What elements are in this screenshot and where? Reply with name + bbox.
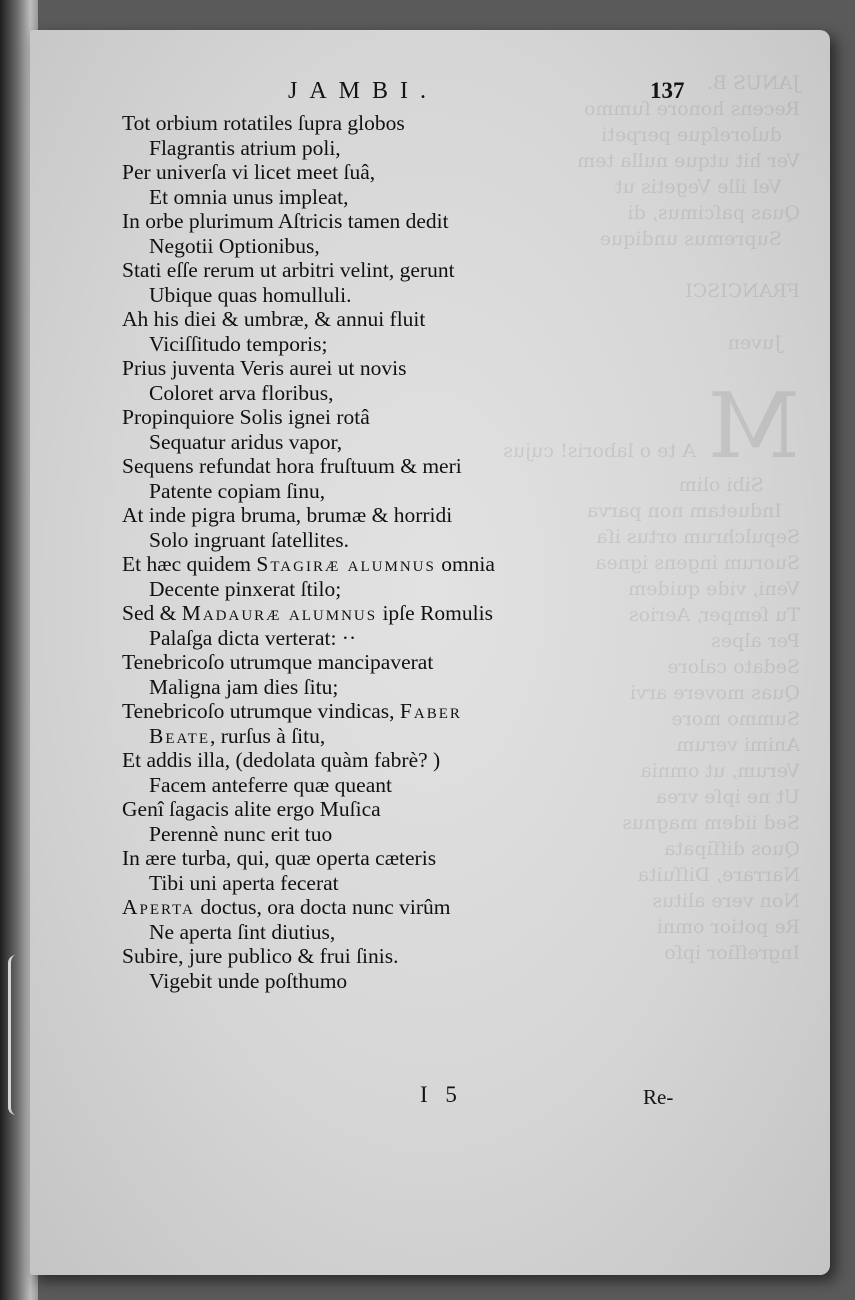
verse-line: [122, 601, 762, 626]
verse-line: Perennè nunc erit tuo: [149, 821, 333, 846]
verse-line: Flagrantis atrium poli,: [149, 135, 341, 160]
verse-line: [122, 724, 762, 749]
verse-line: [122, 895, 762, 920]
running-title: JAMBI.: [288, 78, 439, 104]
verse-line: Sequatur aridus vapor,: [149, 429, 343, 454]
verse-line: Facem anteferre quæ queant: [149, 772, 392, 797]
verse-line: Prius juventa Veris aurei ut novis: [122, 356, 407, 380]
verse-text: ipſe Romulis: [377, 601, 493, 625]
verse-line: Sequens refundat hora fruſtuum & meri: [122, 454, 462, 478]
verse-line: Subire, jure publico & frui ſinis.: [122, 944, 399, 968]
small-caps-name: Aperta: [122, 895, 195, 919]
verse-line: Stati eſſe rerum ut arbitri velint, gerunt: [122, 258, 455, 282]
binding-thread: [8, 955, 27, 1115]
verse-line: Tenebricoſo utrumque mancipaverat: [122, 650, 434, 674]
catchword: Re-: [643, 1085, 674, 1109]
page-number: 137: [650, 78, 685, 103]
verse-line: Ah his diei & umbræ, & annui fluit: [122, 307, 426, 331]
verse-line: Palaſga dicta verterat: ··: [149, 625, 357, 650]
small-caps-name: Madauræ alumnus: [181, 601, 378, 625]
verse-line: Tot orbium rotatiles ſupra globos: [122, 111, 405, 135]
verse-line: Viciſſitudo temporis;: [149, 331, 328, 356]
poem-body: [122, 111, 762, 993]
verse-line: Solo ingruant ſatellites.: [149, 527, 350, 552]
book-page: [30, 30, 830, 1275]
verse-text: , rurſus à ſitu,: [210, 723, 326, 748]
verse-line: [122, 699, 762, 724]
signature-mark: I 5: [420, 1082, 463, 1107]
small-caps-name: Faber: [399, 699, 462, 723]
verse-line: Coloret arva floribus,: [149, 380, 334, 405]
verse-text: Et hæc quidem: [122, 552, 257, 576]
running-head: [30, 78, 830, 108]
verse-line: Decente pinxerat ſtilo;: [149, 576, 342, 601]
verse-text: omnia: [435, 552, 495, 576]
verse-text: Sed &: [122, 601, 182, 625]
verse-line: Propinquiore Solis ignei rotâ: [122, 405, 370, 429]
verse-line: At inde pigra bruma, brumæ & horridi: [122, 503, 453, 527]
verse-line: Ubique quas homulluli.: [149, 282, 352, 307]
verse-line: Per univerſa vi licet meet ſuâ,: [122, 160, 376, 184]
small-caps-name: Stagiræ alumnus: [256, 552, 436, 576]
show-through-text: JANUS B. Recens honore ſummo duloreſque perpeti Ver hit utque nulla tem Vel ille Vegetis ut Quas paſcimus, di Supremus undique FRANCISCI Juven M A te o laboris! cujus Sibi olim Induetam non parva Sepulchrum ortus iſa Suorum ingens ignea Veni, vide quidem Tu ſemper, Aerios Per alpes Sedato calore Quas movere arvi Summo more Animi verum Verum, ut omnia Ut ne ipſe vrea Sed iidem magnus Quos diſſipata Narrare, Diſſuita Non vere alitus Re potior omni Ingreſſior ipſo: [503, 72, 800, 964]
verse-line: Maligna jam dies ſitu;: [149, 674, 339, 699]
verse-line: In ære turba, qui, quæ operta cæteris: [122, 846, 437, 870]
small-caps-name: Beate: [149, 723, 210, 748]
verse-line: Genî ſagacis alite ergo Muſica: [122, 797, 381, 821]
verse-text: doctus, ora docta nunc virûm: [194, 895, 451, 919]
verse-line: Ne aperta ſint diutius,: [149, 919, 336, 944]
verse-line: Tibi uni aperta fecerat: [149, 870, 339, 895]
verse-text: Tenebricoſo utrumque vindicas,: [122, 699, 400, 723]
verse-line: Et addis illa, (dedolata quàm fabrè? ): [122, 748, 441, 772]
verse-line: Et omnia unus impleat,: [149, 184, 349, 209]
verse-line: In orbe plurimum Aſtricis tamen dedit: [122, 209, 449, 233]
verse-line: Negotii Optionibus,: [149, 233, 320, 258]
verse-line: Patente copiam ſinu,: [149, 478, 326, 503]
verse-line: [122, 552, 762, 577]
verse-line: Vigebit unde poſthumo: [149, 968, 348, 993]
